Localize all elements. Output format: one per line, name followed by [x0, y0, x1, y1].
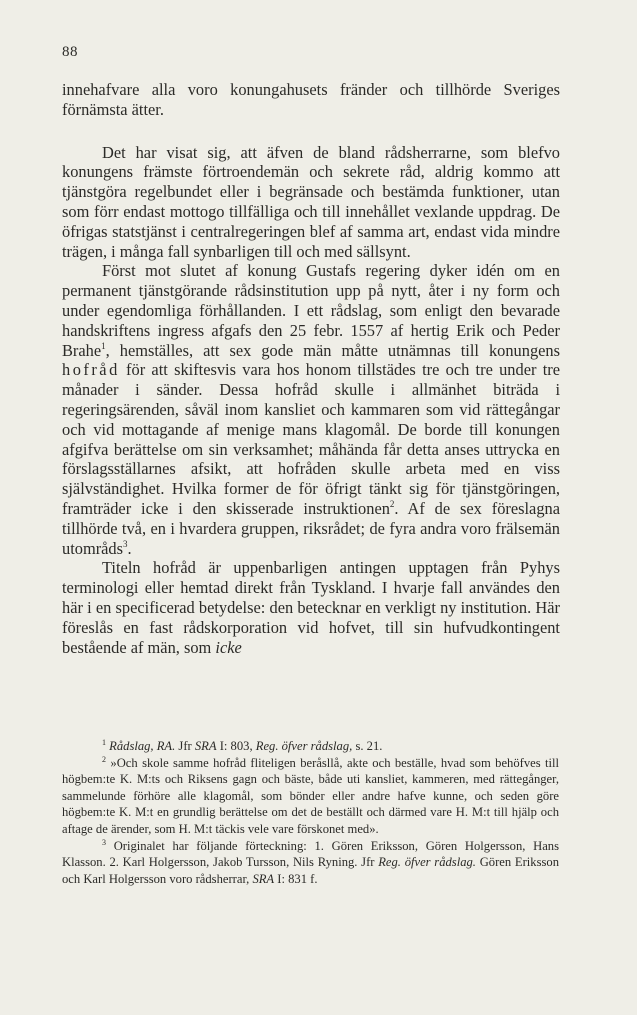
footnote-2-mark: 2 [102, 754, 106, 764]
paragraph-3-text-e: . [127, 538, 132, 558]
paragraph-2: Det har visat sig, att äfven de bland rådsherrarne, som blefvo konungens främste förtroendemän och sekrete råd, aldrig kommo att tjänstgöra regelbundet eller i begränsade och bestämda funktioner, utan som förr endast mottogo tillfälliga och till innehållet vexlande uppdrag. De öfrigas statstjänst i centralregeringen blef af samma art, endast vida mindre trägen, i många fall synbarligen till och med sällsynt. [62, 142, 560, 261]
footnote-3-text-3: I: 831 f. [274, 871, 318, 886]
page-number: 88 [62, 44, 78, 60]
paragraph-3-text-d: . Af de sex föreslagna tillhörde två, en i hvardera gruppen, riksrådet; de fyra andra voro frälsemän utområds [62, 498, 560, 558]
footnote-1-mark: 1 [102, 738, 106, 747]
footnote-2-text: »Och skole samme hofråd fliteligen beråsllå, akte och beställe, hvad som behöfves till högbem:te K. M:ts och Riksens gagn och bäste, både uti kansliet, kammeren, med rättegånger, sammelunde förhöre alle klagomål, som bönder eller andre hafve kunne, och seden göre högbem:te K. M:t en grundlig berättelse om det de beställt och därmed vare H. M:t till hjälp och aftage de ärender, som H. M:t täckis vele vare förskonet med». [62, 755, 560, 836]
footnote-ref-2: 2 [389, 498, 395, 509]
paragraph-3-text-b: , hemställes, att sex gode män måtte utnämnas till konungens [105, 340, 560, 360]
footnote-1-text-1: Jfr [175, 739, 195, 753]
footnote-3-italic-2: SRA [252, 871, 275, 886]
paragraph-4-italic-word: icke [215, 637, 242, 657]
paragraph-3-text-a: Först mot slutet af konung Gustafs regering dyker idén om en permanent tjänstgörande rådsinstitution upp på nytt, åter i ny form och under egendomliga förhållanden. I ett rådslag, som enligt den bevarade handskriftens ingress afgafs den 25 febr. 1557 af hertig Erik och Peder Brahe [62, 261, 560, 360]
footnotes [62, 738, 559, 887]
footnote-1-italic-1: Rådslag, RA. [109, 739, 176, 753]
footnote-3-text-1: Originalet har följande förteckning: 1. Gören Eriksson, Gören Holgersson, Hans Klasson. 2. Karl Holgersson, Jakob Tursson, Nils Ryning. Jfr [62, 838, 559, 870]
footnote-3-italic-1: Reg. öfver rådslag. [378, 855, 476, 870]
footnote-3-mark: 3 [102, 837, 106, 847]
footnote-ref-1: 1 [101, 340, 106, 351]
footnote-1-italic-2: SRA [194, 739, 217, 753]
footnote-2 [62, 755, 559, 838]
footnote-3 [62, 838, 559, 888]
paragraph-1: innehafvare alla voro konungahusets fränder och tillhörde Sveriges förnämsta ätter. [62, 80, 560, 119]
footnote-1-text-3: s. 21. [352, 739, 383, 753]
paragraph-3-text-c: för att skiftesvis vara hos honom tillstädes tre och tre under tre månader i sänder. Dessa hofråd skulle i allmänhet biträda i regeringsärenden, såväl inom kansliet och kammaren som vid rättegångar och vid mottagande af menige mans klagomål. De borde till konungen afgifva berättelse om sin verksamhet; måhända får detta anses uttrycka en förslagsställarnes afsikt, att hofråden skulle arbeta med en viss självständighet. Hvilka former de för öfrigt tänkt sig för tjänstgöringen, framträder icke i den skisserade instruktionen [62, 360, 560, 518]
footnote-3-text-2: Gören Eriksson och Karl Holgersson voro rådsherrar, [62, 855, 559, 886]
footnote-1 [62, 738, 559, 755]
paragraph-4-text: Titeln hofråd är uppenbarligen antingen upptagen från Pyhys terminologi eller hemtad direkt från Tyskland. I hvarje fall användes den här i en specificerad betydelse: den betecknar en verkligt ny institution. Här föreslås en fast rådskorporation vid hofvet, till sin hufvudkontingent bestående af män, som [62, 558, 560, 657]
paragraph-4 [62, 558, 560, 657]
spaced-term-hofrad: hofråd [62, 360, 120, 380]
paragraph-3 [62, 261, 560, 558]
footnote-ref-3: 3 [123, 538, 128, 549]
footnote-1-italic-3: Reg. öfver rådslag, [255, 739, 353, 753]
main-text [62, 80, 560, 657]
footnote-1-text-2: I: 803, [216, 739, 256, 753]
